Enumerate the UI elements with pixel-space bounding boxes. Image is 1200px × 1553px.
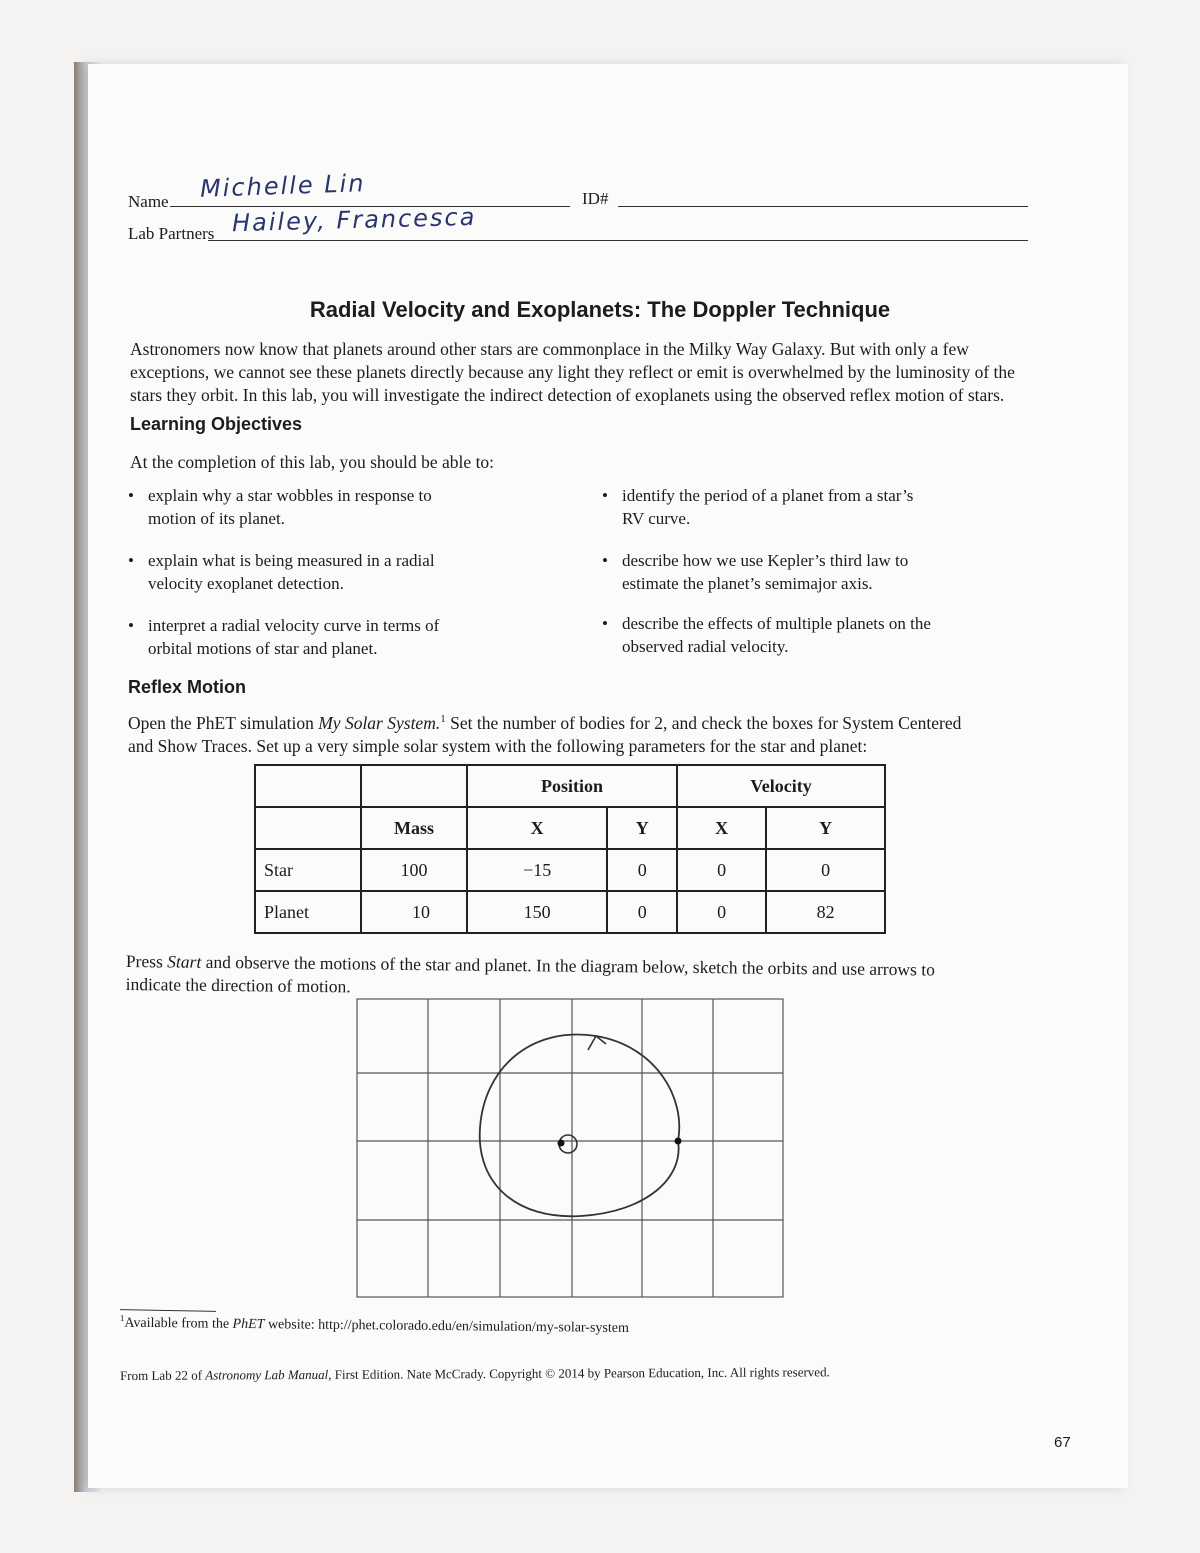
- intro-line: stars they orbit. In this lab, you will investigate the indirect detection of exoplanets using the observed reflex motion of stars.: [130, 385, 1005, 405]
- row-label-planet: Planet: [255, 891, 361, 933]
- row-label-star: Star: [255, 849, 361, 891]
- star-dot: [558, 1140, 565, 1147]
- star-mass: 100: [361, 849, 467, 891]
- star-velocity-y: 0: [766, 849, 885, 891]
- footnote: $^1$Available from the PhET website: http://phet.colorado.edu/en/simulation/my-solar-system: [119, 1313, 629, 1336]
- id-line[interactable]: [618, 206, 1028, 207]
- table-row: [255, 891, 885, 933]
- objective-item: • describe how we use Kepler’s third law to estimate the planet’s semimajor axis.: [602, 551, 909, 593]
- copyright-footer: From Lab 22 of Astronomy Lab Manual, First Edition. Nate McCrady. Copyright © 2014 by Pearson Education, Inc. All rights reserved.: [120, 1364, 830, 1383]
- planet-mass: 10: [361, 891, 467, 933]
- position-y-header: Y: [607, 807, 677, 849]
- planet-orbit-sketch: [480, 1035, 680, 1217]
- intro-line: Astronomers now know that planets around other stars are commonplace in the Milky Way Galaxy. But with only a few: [130, 339, 969, 359]
- star-position-x: −15: [467, 849, 607, 891]
- orbit-sketch-grid[interactable]: [356, 998, 786, 1300]
- objective-item: • describe the effects of multiple planets on the observed radial velocity.: [602, 614, 931, 656]
- instruction-line-1: Press Start and observe the motions of the star and planet. In the diagram below, sketch the orbits and use arrows to: [125, 950, 935, 980]
- name-handwritten[interactable]: Michelle Lin: [199, 169, 366, 203]
- table-group-header-row: [255, 765, 885, 807]
- objective-item: • explain what is being measured in a radial velocity exoplanet detection.: [128, 551, 435, 593]
- velocity-x-header: X: [677, 807, 766, 849]
- table-header-row: [255, 807, 885, 849]
- name-label: Name: [128, 192, 169, 211]
- planet-velocity-y: 82: [766, 891, 885, 933]
- parameters-table: [254, 764, 886, 934]
- mass-header: Mass: [361, 807, 467, 849]
- velocity-y-header: Y: [766, 807, 885, 849]
- reflex-line-1: Open the PhET simulation My Solar System.$^1$ Set the number of bodies for 2, and check the boxes for System Centered: [128, 712, 962, 733]
- table-row: [255, 849, 885, 891]
- instruction-line-2: indicate the direction of motion.: [125, 973, 351, 997]
- reflex-line-2: and Show Traces. Set up a very simple solar system with the following parameters for the star and planet:: [128, 735, 868, 756]
- reflex-motion-paragraph: [128, 708, 1048, 758]
- id-label: ID#: [582, 189, 609, 208]
- position-group-header: Position: [467, 765, 677, 807]
- reflex-motion-heading: Reflex Motion: [128, 677, 247, 697]
- page-title: Radial Velocity and Exoplanets: The Doppler Technique: [309, 297, 891, 322]
- lab-partners-handwritten[interactable]: Hailey, Francesca: [231, 202, 477, 238]
- planet-velocity-x: 0: [677, 891, 766, 933]
- planet-dot: [675, 1138, 682, 1145]
- grid-lines: [357, 999, 783, 1297]
- planet-position-x: 150: [467, 891, 607, 933]
- star-position-y: 0: [607, 849, 677, 891]
- objective-item: • interpret a radial velocity curve in terms of orbital motions of star and planet.: [128, 616, 440, 658]
- position-x-header: X: [467, 807, 607, 849]
- velocity-group-header: Velocity: [677, 765, 885, 807]
- lab-partners-label: Lab Partners: [128, 224, 215, 243]
- intro-paragraph: [130, 338, 1050, 407]
- objective-item: • explain why a star wobbles in response to motion of its planet.: [128, 486, 432, 528]
- intro-line: exceptions, we cannot see these planets directly because any light they reflect or emit is overwhelmed by the luminosity of the: [130, 362, 1015, 382]
- lab-partners-line: [208, 240, 1028, 241]
- learning-objectives-heading: Learning Objectives: [130, 414, 303, 434]
- star-velocity-x: 0: [677, 849, 766, 891]
- objectives-lead: At the completion of this lab, you should be able to:: [130, 452, 495, 472]
- planet-position-y: 0: [607, 891, 677, 933]
- page-number: 67: [1054, 1434, 1071, 1451]
- objective-item: • identify the period of a planet from a star’s RV curve.: [602, 486, 914, 528]
